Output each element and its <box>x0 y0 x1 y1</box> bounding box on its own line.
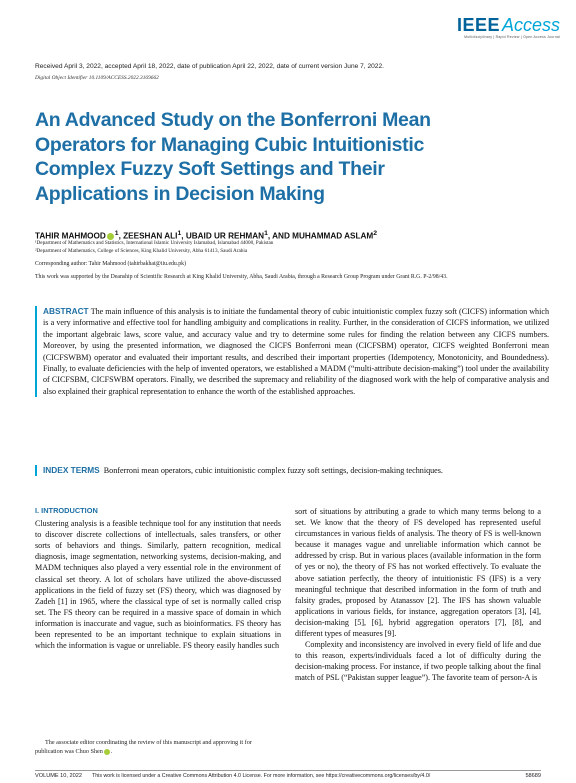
doi: Digital Object Identifier 10.1109/ACCESS.2022.3169662 <box>35 75 159 81</box>
publication-dates: Received April 3, 2022, accepted April 18, 2022, date of publication April 22, 2022, date of current version June 7, 2022. <box>35 63 384 70</box>
abstract-body: The main influence of this analysis is to initiate the fundamental theory of cubic intuitionistic complex fuzzy soft (CICFS) information which is a very informative and effective tool for handling ambiguity and complications in reality. Further, in the consideration of CICFS information, we utilized the important algebraic laws, score value, and accuracy value and try to determine some rules for finding the relation between any CICFS numbers. Moreover, by using the presented information, we diagnosed the CICFS Bonferroni mean (CICFSBM) operator, CICFS weighted Bonferroni mean (CICFSWBM) operator and evaluated their important results, and described their important properties (Idempotency, Monotonicity, and Boundedness). Finally, to evaluate deficiencies with the help of invented operators, we established a MADM (“multi-attribute decision-making”) tool under the availability of CICFSBM, CICFSWBM operators. Finally, we described the supremacy and reliability of the diagnosed work with the help of comparative analysis and also explained their graphical representation to enhance the worth of the established approaches. <box>43 307 549 396</box>
index-terms-paragraph <box>43 465 549 476</box>
left-column <box>35 505 281 651</box>
paper-title: An Advanced Study on the Bonferroni Mean Operators for Managing Cubic Intuitionistic Complex Fuzzy Soft Settings and Their Applications in Decision Making <box>35 109 431 205</box>
index-terms-label: INDEX TERMS <box>43 465 100 475</box>
intro-paragraph-continued: sort of situations by attributing a grade to which many terms belong to a set. We know that the theory of FS developed has represented useful circumstances in various fields of analysis. The theory of FS is well-known because it manages vague and unreliable information which cannot be addressed by crisp. But in various places (available information in the form of yes or no), the theory of FS has not worked effectively. To evaluate the above satiation perfectly, the theory of intuitionistic FS (IFS) is a very meaningful technique that described information in the form of truth and falsity grades, proposed by Atanassov [2]. The IFS has shown valuable applications in various fields, for instance, aggregation operators [3], [4], decision-making [5], [6], hybrid aggregation operators [7], [8], and different types of measures [9]. <box>295 507 541 639</box>
logo-access-text: Access <box>501 15 560 35</box>
footer-volume: VOLUME 10, 2022 <box>35 773 82 779</box>
footer-license[interactable]: This work is licensed under a Creative Commons Attribution 4.0 License. For more information, see https://creativecommons.org/licenses/by/4.0/ <box>92 773 431 779</box>
funding-note: This work was supported by the Deanship of Scientific Research at King Khalid University, Abha, Saudi Arabia, through a Research Group Program under Grant R.G. P-2/98/43. <box>35 274 448 280</box>
right-column <box>295 506 541 684</box>
abstract-label: ABSTRACT <box>43 306 89 316</box>
author-name: , UBAID UR REHMAN <box>181 231 265 241</box>
orcid-icon[interactable] <box>104 749 110 755</box>
section-heading: I. INTRODUCTION <box>35 506 98 515</box>
author-affiliation-mark: 1 <box>177 230 182 237</box>
author-name: , AND MUHAMMAD ASLAM <box>267 231 374 241</box>
affiliation-2: ²Department of Mathematics, College of Sciences, King Khalid University, Abha 61413, Saudi Arabia <box>35 248 248 254</box>
logo-ieee-text: IEEE <box>456 15 500 35</box>
page-number: 58689 <box>525 773 541 779</box>
orcid-icon[interactable] <box>107 233 114 240</box>
abstract-section <box>35 306 549 397</box>
editor-footnote: The associate editor coordinating the review of this manuscript and approving it for publication was Chuo Shen . <box>35 739 252 755</box>
ieee-access-logo <box>457 14 560 36</box>
corresponding-author: Corresponding author: Tahir Mahmood (tahirbakhat@iiu.edu.pk) <box>35 261 187 267</box>
intro-paragraph: Complexity and inconsistency are involved in every field of life and due to this reason, experts/individuals faced a lot of difficulty during the decision-making process. For instance, if two people talking about the final match of PSL (“Pakistan supper league”). The favorite team of person-A is <box>295 640 541 683</box>
logo-tagline: Multidisciplinary | Rapid Review | Open Access Journal <box>464 35 560 39</box>
footer-divider <box>35 770 541 771</box>
footnote-text: The associate editor coordinating the review of this manuscript and approving it for publication was Chuo Shen <box>35 739 252 755</box>
author-name: TAHIR MAHMOOD <box>35 231 106 241</box>
abstract-paragraph <box>43 306 549 397</box>
author-affiliation-mark: 1 <box>264 230 268 237</box>
author-affiliation-mark: 1 <box>114 230 119 237</box>
index-terms-body: Bonferroni mean operators, cubic intuitionistic complex fuzzy soft settings, decision-making techniques. <box>103 466 443 475</box>
author-name: , ZEESHAN ALI <box>118 231 178 241</box>
author-affiliation-mark: 2 <box>373 230 378 237</box>
index-terms-section <box>35 465 549 476</box>
intro-paragraph: Clustering analysis is a feasible technique tool for any institution that needs to discover discrete collections of intellectuals, sales transfers, or other sorts of behaviors and things. Similarly, pattern recognition, medical diagnosis, image segmentation, networking systems, decision-making, and MADM techniques also played a very essential role in the environment of classical set theory. A lot of scholars have utilized the above-discussed applications in the field of fuzzy set (FS) theory, which was diagnosed by Zadeh [1] in 1965, where the classical type of set is normally called crisp set. The FS theory can be required in a massive space of domain in which information is inaccurate and vague, such as bioinformatics. FS theory has been represented to be an important technique to explain situations in which the information is vague or unreliable. FS theory easily handles such <box>35 519 281 651</box>
affiliation-1: ¹Department of Mathematics and Statistics, International Islamic University Islamabad, Islamabad 44000, Pakistan <box>35 240 274 246</box>
